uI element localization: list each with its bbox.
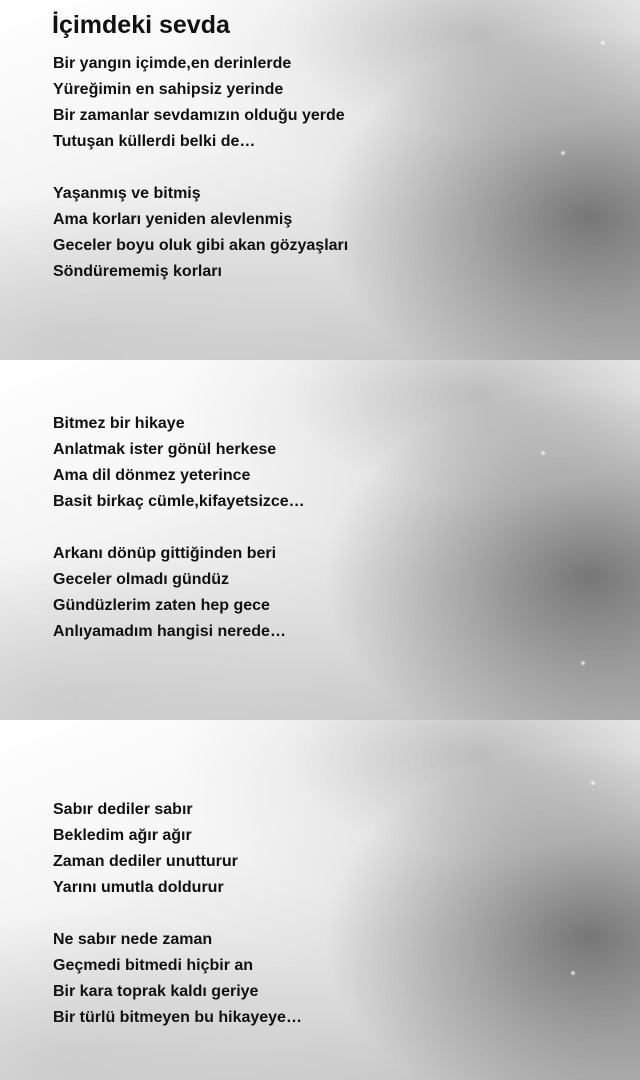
poem-panel-1 <box>0 0 640 360</box>
poem-line: Arkanı dönüp gittiğinden beri <box>53 545 277 562</box>
poem-panel-3 <box>0 720 640 1080</box>
sparkle-decoration <box>560 150 566 156</box>
poem-line: Bir türlü bitmeyen bu hikayeye… <box>53 1009 302 1026</box>
poem-line: Basit birkaç cümle,kifayetsizce… <box>53 493 305 510</box>
stanza-2 <box>53 181 348 285</box>
sparkle-decoration <box>580 660 586 666</box>
stanza-6 <box>53 927 302 1031</box>
stanza-5 <box>53 797 238 901</box>
sparkle-decoration <box>590 780 596 786</box>
poem-line: Söndürememiş korları <box>53 263 222 280</box>
poem-title: İçimdeki sevda <box>52 11 230 39</box>
poem-line: Gündüzlerim zaten hep gece <box>53 597 270 614</box>
poem-line: Geceler olmadı gündüz <box>53 571 230 588</box>
stanza-1 <box>53 51 345 155</box>
poem-line: Ama korları yeniden alevlenmiş <box>53 211 293 228</box>
stanza-4 <box>53 541 286 645</box>
sparkle-decoration <box>570 970 576 976</box>
poem-line: Ne sabır nede zaman <box>53 931 213 948</box>
poem-line: Geçmedi bitmedi hiçbir an <box>53 957 254 974</box>
poem-panel-2 <box>0 360 640 720</box>
poem-line: Bir yangın içimde,en derinlerde <box>53 55 292 72</box>
poem-line: Zaman dediler unutturur <box>53 853 238 870</box>
poem-line: Geceler boyu oluk gibi akan gözyaşları <box>53 237 349 254</box>
poem-line: Yüreğimin en sahipsiz yerinde <box>53 81 284 98</box>
sparkle-decoration <box>600 40 606 46</box>
sparkle-decoration <box>540 450 546 456</box>
poem-line: Bekledim ağır ağır <box>53 827 192 844</box>
poem-line: Yaşanmış ve bitmiş <box>53 185 201 202</box>
poem-line: Bir zamanlar sevdamızın olduğu yerde <box>53 107 345 124</box>
poem-line: Sabır dediler sabır <box>53 801 193 818</box>
poem-line: Bitmez bir hikaye <box>53 415 185 432</box>
poem-line: Anlatmak ister gönül herkese <box>53 441 277 458</box>
poem-line: Ama dil dönmez yeterince <box>53 467 251 484</box>
poem-line: Anlıyamadım hangisi nerede… <box>53 623 286 640</box>
poem-line: Tutuşan küllerdi belki de… <box>53 133 256 150</box>
poem-line: Yarını umutla doldurur <box>53 879 224 896</box>
stanza-3 <box>53 411 305 515</box>
poem-line: Bir kara toprak kaldı geriye <box>53 983 259 1000</box>
